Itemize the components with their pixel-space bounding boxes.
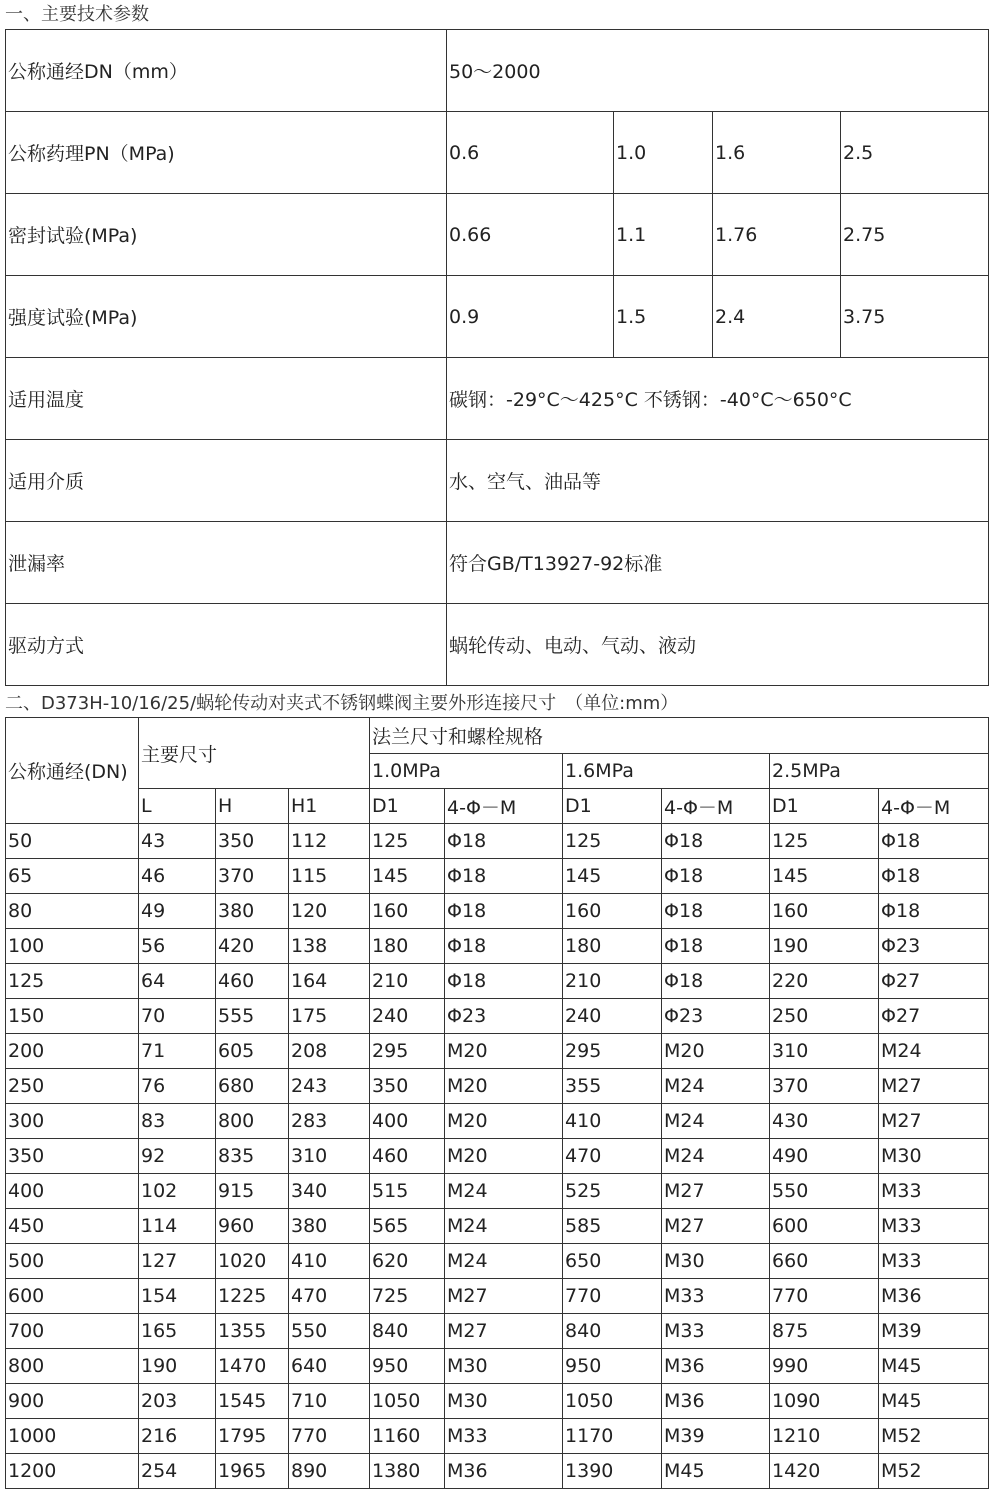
table-cell: 680 xyxy=(216,1069,289,1104)
table-cell: 1050 xyxy=(370,1384,445,1419)
table-cell: Φ18 xyxy=(662,859,770,894)
table-cell: Φ18 xyxy=(445,824,563,859)
table-cell: 490 xyxy=(770,1139,879,1174)
table-cell: 800 xyxy=(6,1349,139,1384)
table-row xyxy=(6,929,989,964)
table-cell: M24 xyxy=(662,1104,770,1139)
table-cell: M52 xyxy=(879,1419,989,1454)
table-cell: 1050 xyxy=(563,1384,662,1419)
table-cell: 605 xyxy=(216,1034,289,1069)
table-cell: 500 xyxy=(6,1244,139,1279)
table-cell: 770 xyxy=(563,1279,662,1314)
table-cell: 990 xyxy=(770,1349,879,1384)
table-cell: M33 xyxy=(879,1244,989,1279)
table-row xyxy=(6,1419,989,1454)
table-cell: M20 xyxy=(445,1034,563,1069)
table-cell: M36 xyxy=(662,1384,770,1419)
table-cell: 725 xyxy=(370,1279,445,1314)
table-cell: Φ23 xyxy=(445,999,563,1034)
table-cell: 165 xyxy=(139,1314,216,1349)
table-cell: M30 xyxy=(445,1384,563,1419)
table-cell: 340 xyxy=(289,1174,370,1209)
table-cell: 525 xyxy=(563,1174,662,1209)
table-cell: M30 xyxy=(662,1244,770,1279)
table-cell: 49 xyxy=(139,894,216,929)
table-cell: 83 xyxy=(139,1104,216,1139)
table-cell: 410 xyxy=(289,1244,370,1279)
table-cell: 1090 xyxy=(770,1384,879,1419)
table-cell: 450 xyxy=(6,1209,139,1244)
header-flange: 法兰尺寸和螺栓规格 xyxy=(370,718,989,754)
table-cell: 154 xyxy=(139,1279,216,1314)
param-value: 0.66 xyxy=(447,194,614,276)
table-cell: 102 xyxy=(139,1174,216,1209)
table-cell: 660 xyxy=(770,1244,879,1279)
table-row xyxy=(6,964,989,999)
param-value: 0.9 xyxy=(447,276,614,358)
table-cell: M20 xyxy=(662,1034,770,1069)
table-cell: 203 xyxy=(139,1384,216,1419)
param-value: 3.75 xyxy=(841,276,989,358)
table-cell: 1470 xyxy=(216,1349,289,1384)
header-pressure-1-0: 1.0MPa xyxy=(370,754,563,789)
table-cell: 370 xyxy=(770,1069,879,1104)
param-label: 驱动方式 xyxy=(6,604,447,686)
header-bolt: 4-Φ－M xyxy=(662,789,770,824)
table-cell: 550 xyxy=(289,1314,370,1349)
table-cell: 400 xyxy=(370,1104,445,1139)
section2-heading: 二、D373H-10/16/25/蜗轮传动对夹式不锈钢蝶阀主要外形连接尺寸 （单位:mm） xyxy=(5,693,679,714)
table-cell: M24 xyxy=(879,1034,989,1069)
table-cell: 550 xyxy=(770,1174,879,1209)
table-cell: M33 xyxy=(662,1279,770,1314)
table-cell: 100 xyxy=(6,929,139,964)
table-cell: 770 xyxy=(289,1419,370,1454)
table-cell: 250 xyxy=(6,1069,139,1104)
table-cell: M30 xyxy=(879,1139,989,1174)
param-label: 强度试验(MPa) xyxy=(6,276,447,358)
table-cell: 56 xyxy=(139,929,216,964)
param-value: 2.75 xyxy=(841,194,989,276)
table-cell: 400 xyxy=(6,1174,139,1209)
table-cell: Φ18 xyxy=(879,824,989,859)
table-cell: 210 xyxy=(563,964,662,999)
table-cell: M39 xyxy=(662,1419,770,1454)
table-cell: 300 xyxy=(6,1104,139,1139)
table-cell: 92 xyxy=(139,1139,216,1174)
header-pressure-2-5: 2.5MPa xyxy=(770,754,989,789)
table-cell: M20 xyxy=(445,1069,563,1104)
table-cell: M45 xyxy=(662,1454,770,1489)
table-cell: 1355 xyxy=(216,1314,289,1349)
table-cell: 840 xyxy=(563,1314,662,1349)
table-row xyxy=(6,1139,989,1174)
table-cell: 650 xyxy=(563,1244,662,1279)
table-cell: 700 xyxy=(6,1314,139,1349)
table-cell: 1380 xyxy=(370,1454,445,1489)
table-cell: 254 xyxy=(139,1454,216,1489)
table-cell: 180 xyxy=(563,929,662,964)
header-bolt: 4-Φ－M xyxy=(445,789,563,824)
table-row xyxy=(6,1174,989,1209)
table-cell: 114 xyxy=(139,1209,216,1244)
param-value: 蜗轮传动、电动、气动、液动 xyxy=(447,604,989,686)
param-value: 0.6 xyxy=(447,112,614,194)
table-cell: 585 xyxy=(563,1209,662,1244)
table-cell: 295 xyxy=(563,1034,662,1069)
param-value: 1.1 xyxy=(614,194,713,276)
table-cell: 900 xyxy=(6,1384,139,1419)
table-cell: 240 xyxy=(563,999,662,1034)
table-cell: 150 xyxy=(6,999,139,1034)
table-cell: 1170 xyxy=(563,1419,662,1454)
table-cell: 1965 xyxy=(216,1454,289,1489)
table-row xyxy=(6,894,989,929)
dn-value: 50～2000 xyxy=(447,30,989,112)
dimensions-table xyxy=(5,717,989,1489)
table-row xyxy=(6,1349,989,1384)
table-cell: 620 xyxy=(370,1244,445,1279)
table-cell: 640 xyxy=(289,1349,370,1384)
table-cell: M20 xyxy=(445,1104,563,1139)
table-cell: Φ18 xyxy=(879,859,989,894)
table-cell: 70 xyxy=(139,999,216,1034)
param-value: 水、空气、油品等 xyxy=(447,440,989,522)
table-row xyxy=(6,859,989,894)
table-cell: M27 xyxy=(879,1069,989,1104)
table-row xyxy=(6,1104,989,1139)
table-cell: 915 xyxy=(216,1174,289,1209)
table-cell: 115 xyxy=(289,859,370,894)
table-cell: M33 xyxy=(879,1209,989,1244)
param-value: 2.5 xyxy=(841,112,989,194)
table-cell: M27 xyxy=(662,1209,770,1244)
param-label: 公称药理PN（MPa) xyxy=(6,112,447,194)
table-row xyxy=(6,824,989,859)
table-cell: 145 xyxy=(370,859,445,894)
table-cell: M27 xyxy=(445,1314,563,1349)
table-cell: 127 xyxy=(139,1244,216,1279)
table-cell: M24 xyxy=(445,1244,563,1279)
param-label: 适用介质 xyxy=(6,440,447,522)
table-cell: 960 xyxy=(216,1209,289,1244)
table-cell: 240 xyxy=(370,999,445,1034)
table-row xyxy=(6,1069,989,1104)
table-cell: 950 xyxy=(563,1349,662,1384)
table-cell: Φ18 xyxy=(445,964,563,999)
param-label: 密封试验(MPa) xyxy=(6,194,447,276)
table-cell: Φ27 xyxy=(879,999,989,1034)
table-cell: 125 xyxy=(770,824,879,859)
table-cell: 1200 xyxy=(6,1454,139,1489)
table-cell: Φ18 xyxy=(662,964,770,999)
header-d1: D1 xyxy=(370,789,445,824)
table-cell: 180 xyxy=(370,929,445,964)
table-cell: 76 xyxy=(139,1069,216,1104)
table-cell: 208 xyxy=(289,1034,370,1069)
table-cell: M45 xyxy=(879,1349,989,1384)
table-cell: 555 xyxy=(216,999,289,1034)
table-cell: 71 xyxy=(139,1034,216,1069)
table-cell: M20 xyxy=(445,1139,563,1174)
table-cell: M33 xyxy=(445,1419,563,1454)
table-cell: 250 xyxy=(770,999,879,1034)
table-cell: 190 xyxy=(770,929,879,964)
table-cell: 295 xyxy=(370,1034,445,1069)
header-dn: 公称通经(DN) xyxy=(6,718,139,824)
header-d1: D1 xyxy=(563,789,662,824)
table-cell: 120 xyxy=(289,894,370,929)
table-cell: 350 xyxy=(216,824,289,859)
table-cell: Φ18 xyxy=(662,824,770,859)
table-cell: M30 xyxy=(445,1349,563,1384)
table-cell: 164 xyxy=(289,964,370,999)
table-cell: M27 xyxy=(445,1279,563,1314)
param-value: 1.6 xyxy=(713,112,841,194)
table-cell: 1545 xyxy=(216,1384,289,1419)
table-cell: M24 xyxy=(445,1209,563,1244)
param-value: 2.4 xyxy=(713,276,841,358)
table-cell: 1390 xyxy=(563,1454,662,1489)
table-cell: 138 xyxy=(289,929,370,964)
table-cell: 310 xyxy=(770,1034,879,1069)
table-cell: M33 xyxy=(879,1174,989,1209)
table-cell: 460 xyxy=(216,964,289,999)
table-cell: 470 xyxy=(289,1279,370,1314)
table-cell: 1795 xyxy=(216,1419,289,1454)
header-bolt: 4-Φ－M xyxy=(879,789,989,824)
table-row xyxy=(6,1279,989,1314)
table-cell: Φ18 xyxy=(879,894,989,929)
table-cell: M27 xyxy=(879,1104,989,1139)
header-l: L xyxy=(139,789,216,824)
param-value: 1.76 xyxy=(713,194,841,276)
table-cell: 1160 xyxy=(370,1419,445,1454)
table-cell: 710 xyxy=(289,1384,370,1419)
table-cell: 1020 xyxy=(216,1244,289,1279)
table-cell: M24 xyxy=(662,1139,770,1174)
table-cell: 420 xyxy=(216,929,289,964)
table-cell: Φ23 xyxy=(879,929,989,964)
table-cell: 875 xyxy=(770,1314,879,1349)
table-cell: M36 xyxy=(662,1349,770,1384)
param-value: 符合GB/T13927-92标准 xyxy=(447,522,989,604)
table-cell: 145 xyxy=(563,859,662,894)
table-cell: 283 xyxy=(289,1104,370,1139)
table-row xyxy=(6,194,989,276)
table-cell: 350 xyxy=(6,1139,139,1174)
table-cell: M45 xyxy=(879,1384,989,1419)
param-label: 适用温度 xyxy=(6,358,447,440)
table-cell: Φ23 xyxy=(662,999,770,1034)
header-main-dims: 主要尺寸 xyxy=(139,718,370,789)
table-cell: 565 xyxy=(370,1209,445,1244)
table-cell: 1225 xyxy=(216,1279,289,1314)
header-pressure-1-6: 1.6MPa xyxy=(563,754,770,789)
table-row xyxy=(6,440,989,522)
param-value: 1.5 xyxy=(614,276,713,358)
table-header-row xyxy=(6,718,989,754)
table-cell: 243 xyxy=(289,1069,370,1104)
table-cell: 840 xyxy=(370,1314,445,1349)
table-cell: 370 xyxy=(216,859,289,894)
table-cell: 470 xyxy=(563,1139,662,1174)
section1-heading: 一、主要技术参数 xyxy=(5,4,149,25)
table-cell: 600 xyxy=(770,1209,879,1244)
param-value: 1.0 xyxy=(614,112,713,194)
table-cell: 112 xyxy=(289,824,370,859)
table-cell: 430 xyxy=(770,1104,879,1139)
table-cell: 410 xyxy=(563,1104,662,1139)
table-cell: 515 xyxy=(370,1174,445,1209)
table-row xyxy=(6,112,989,194)
table-row xyxy=(6,522,989,604)
table-cell: 350 xyxy=(370,1069,445,1104)
table-cell: 125 xyxy=(6,964,139,999)
table-cell: 145 xyxy=(770,859,879,894)
table-cell: 380 xyxy=(216,894,289,929)
table-row xyxy=(6,1209,989,1244)
table-cell: Φ27 xyxy=(879,964,989,999)
table-cell: 1420 xyxy=(770,1454,879,1489)
table-cell: 770 xyxy=(770,1279,879,1314)
table-cell: 160 xyxy=(370,894,445,929)
table-cell: Φ18 xyxy=(445,894,563,929)
table-row xyxy=(6,604,989,686)
table-cell: 835 xyxy=(216,1139,289,1174)
table-cell: 125 xyxy=(563,824,662,859)
header-h: H xyxy=(216,789,289,824)
table-cell: 43 xyxy=(139,824,216,859)
dn-label: 公称通经DN（mm） xyxy=(6,30,447,112)
table-cell: 200 xyxy=(6,1034,139,1069)
table-cell: 600 xyxy=(6,1279,139,1314)
table-cell: Φ18 xyxy=(662,894,770,929)
table-cell: 380 xyxy=(289,1209,370,1244)
table-cell: 190 xyxy=(139,1349,216,1384)
table-row xyxy=(6,999,989,1034)
table-cell: 800 xyxy=(216,1104,289,1139)
table-cell: 160 xyxy=(563,894,662,929)
table-cell: 216 xyxy=(139,1419,216,1454)
table-row xyxy=(6,1034,989,1069)
table-cell: M24 xyxy=(662,1069,770,1104)
table-cell: 950 xyxy=(370,1349,445,1384)
table-cell: 175 xyxy=(289,999,370,1034)
table-cell: 160 xyxy=(770,894,879,929)
table-cell: 210 xyxy=(370,964,445,999)
table-header-row xyxy=(6,789,989,824)
table-cell: M27 xyxy=(662,1174,770,1209)
table-cell: M24 xyxy=(445,1174,563,1209)
table-cell: 125 xyxy=(370,824,445,859)
table-cell: 46 xyxy=(139,859,216,894)
table-cell: Φ18 xyxy=(445,929,563,964)
table-cell: M52 xyxy=(879,1454,989,1489)
table-cell: 460 xyxy=(370,1139,445,1174)
table-row xyxy=(6,30,989,112)
table-cell: M39 xyxy=(879,1314,989,1349)
param-label: 泄漏率 xyxy=(6,522,447,604)
table-cell: M36 xyxy=(445,1454,563,1489)
table-row xyxy=(6,1454,989,1489)
table-row xyxy=(6,1314,989,1349)
table-cell: 1210 xyxy=(770,1419,879,1454)
table-cell: 1000 xyxy=(6,1419,139,1454)
table-cell: 64 xyxy=(139,964,216,999)
table-cell: 890 xyxy=(289,1454,370,1489)
table-cell: 80 xyxy=(6,894,139,929)
table-cell: M36 xyxy=(879,1279,989,1314)
table-row xyxy=(6,1244,989,1279)
param-value: 碳钢：-29°C～425°C 不锈钢：-40°C～650°C xyxy=(447,358,989,440)
header-h1: H1 xyxy=(289,789,370,824)
table-cell: Φ18 xyxy=(445,859,563,894)
table-cell: M33 xyxy=(662,1314,770,1349)
table-row xyxy=(6,358,989,440)
header-d1: D1 xyxy=(770,789,879,824)
table-cell: 220 xyxy=(770,964,879,999)
table-row xyxy=(6,1384,989,1419)
table-cell: Φ18 xyxy=(662,929,770,964)
table-cell: 310 xyxy=(289,1139,370,1174)
table-cell: 65 xyxy=(6,859,139,894)
table-cell: 50 xyxy=(6,824,139,859)
table-row xyxy=(6,276,989,358)
technical-parameters-table xyxy=(5,29,989,686)
table-cell: 355 xyxy=(563,1069,662,1104)
